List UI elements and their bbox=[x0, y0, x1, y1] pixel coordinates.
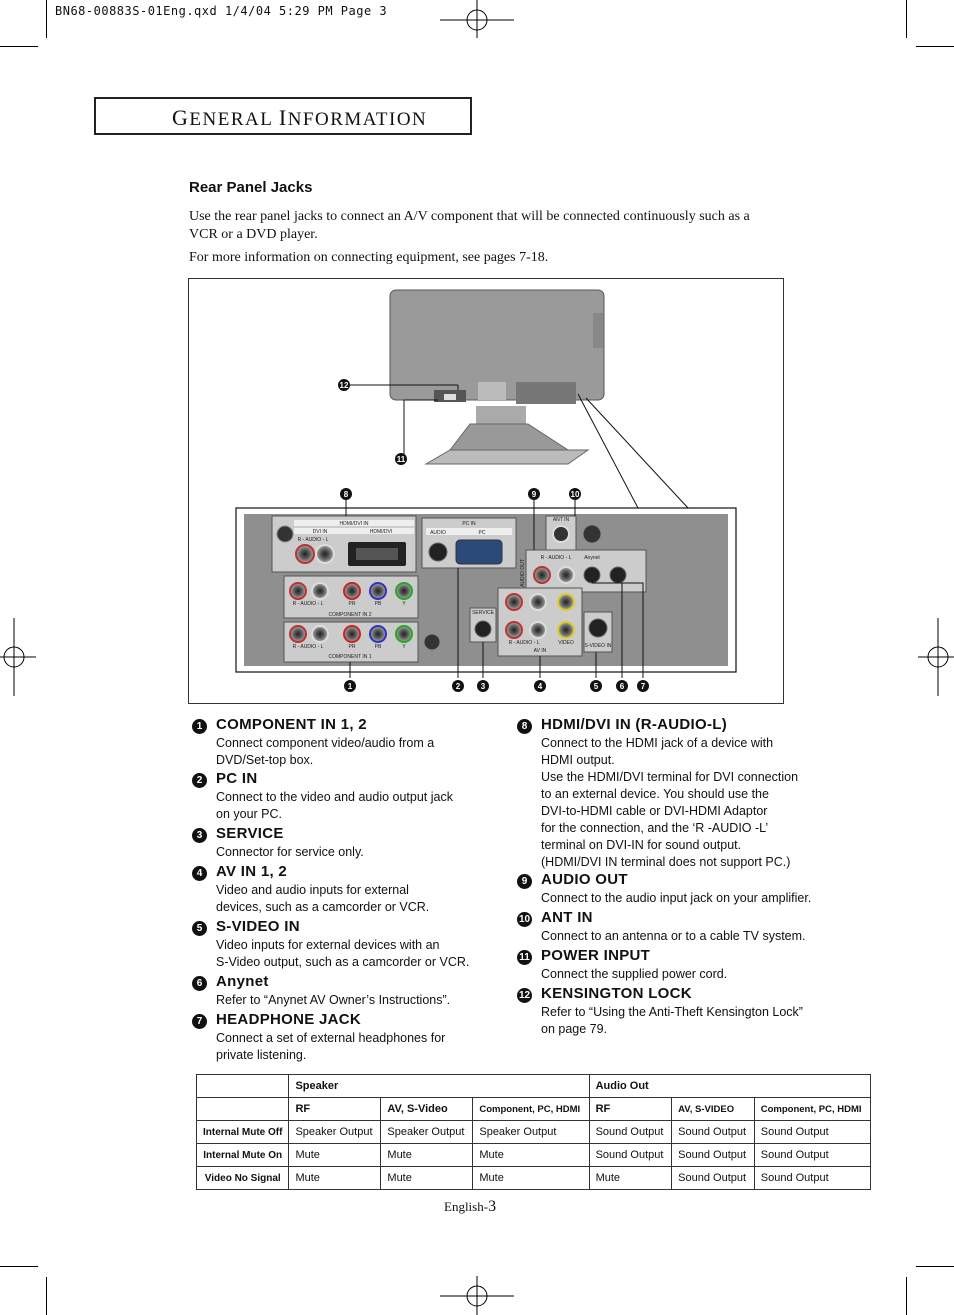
item-title: AV IN 1, 2 bbox=[216, 863, 288, 880]
sub-header: Component, PC, HDMI bbox=[473, 1098, 589, 1121]
page-footer: English-3 bbox=[444, 1198, 497, 1215]
label-comp2-pb: PB bbox=[374, 601, 382, 607]
label-pc-audio: AUDIO bbox=[430, 530, 446, 536]
label-ant-in: ANT IN bbox=[552, 517, 570, 523]
row-header: Internal Mute On bbox=[197, 1144, 289, 1167]
item-description: Refer to “Anynet AV Owner’s Instructions”. bbox=[216, 993, 451, 1007]
label-comp2-y: Y bbox=[402, 601, 406, 607]
svg-text:5: 5 bbox=[593, 682, 599, 691]
item-description: Video inputs for external devices with an S-Video output, such as a camcorder or VCR. bbox=[216, 938, 470, 969]
table-cell: Sound Output bbox=[754, 1121, 870, 1144]
item-title: AUDIO OUT bbox=[541, 871, 628, 888]
item-description: Video and audio inputs for external devices, such as a camcorder or VCR. bbox=[216, 883, 430, 914]
label-comp1-audio: R - AUDIO - L bbox=[292, 644, 324, 650]
item-title: POWER INPUT bbox=[541, 947, 651, 964]
number-badge: 2 bbox=[192, 773, 207, 788]
item-title: Anynet bbox=[216, 973, 269, 990]
item-description: Connect to the audio input jack on your amplifier. bbox=[541, 891, 812, 905]
svg-text:8: 8 bbox=[343, 490, 349, 499]
table-row bbox=[197, 1167, 871, 1190]
label-audio-out-rl: R - AUDIO - L bbox=[540, 555, 572, 561]
sub-header: RF bbox=[589, 1098, 672, 1121]
item-description: Connect component video/audio from a DVD/Set-top box. bbox=[216, 736, 435, 767]
table-cell: Sound Output bbox=[672, 1167, 755, 1190]
number-badge: 10 bbox=[518, 914, 531, 925]
table-cell: Sound Output bbox=[672, 1144, 755, 1167]
callout-1 bbox=[344, 680, 356, 692]
item-description: Connect the supplied power cord. bbox=[541, 967, 728, 981]
label-comp1-pr: PR bbox=[348, 644, 356, 650]
number-badge: 5 bbox=[192, 921, 207, 936]
table-cell: Mute bbox=[473, 1167, 589, 1190]
table-cell: Sound Output bbox=[754, 1144, 870, 1167]
callout-3 bbox=[477, 680, 489, 692]
label-comp2-audio: R - AUDIO - L bbox=[292, 601, 324, 607]
label-dvi-in: DVI IN bbox=[312, 529, 328, 535]
callout-11 bbox=[395, 453, 407, 465]
label-comp1-y: Y bbox=[402, 644, 406, 650]
item-title: KENSINGTON LOCK bbox=[541, 985, 692, 1002]
item-description: Connector for service only. bbox=[216, 845, 364, 859]
label-av-in: AV IN bbox=[533, 648, 547, 654]
table-sub-header-row bbox=[197, 1098, 871, 1121]
label-comp2-pr: PR bbox=[348, 601, 356, 607]
table-corner-cell bbox=[197, 1075, 289, 1098]
number-badge: 3 bbox=[192, 828, 207, 843]
table-cell: Mute bbox=[473, 1144, 589, 1167]
svg-text:7: 7 bbox=[640, 682, 646, 691]
item-title: ANT IN bbox=[541, 909, 593, 926]
callout-7 bbox=[637, 680, 649, 692]
label-hdmi-audio: R - AUDIO - L bbox=[297, 537, 329, 543]
rear-panel-illustration bbox=[188, 278, 784, 704]
callout-9 bbox=[528, 488, 540, 500]
label-pc: PC bbox=[478, 530, 486, 536]
sub-header: AV, S-VIDEO bbox=[672, 1098, 755, 1121]
table-cell: Speaker Output bbox=[381, 1121, 473, 1144]
table-group-header-row bbox=[197, 1075, 871, 1098]
table-cell: Mute bbox=[289, 1144, 381, 1167]
group-header-speaker: Speaker bbox=[289, 1075, 589, 1098]
item-description: Refer to “Using the Anti-Theft Kensington Lock” on page 79. bbox=[541, 1005, 803, 1036]
table-cell: Sound Output bbox=[589, 1121, 672, 1144]
label-s-video-in: S-VIDEO IN bbox=[584, 643, 612, 649]
table-cell: Sound Output bbox=[589, 1144, 672, 1167]
number-badge: 4 bbox=[192, 866, 207, 881]
item-description: Connect to the HDMI jack of a device with HDMI output. Use the HDMI/DVI terminal for DVI connection to an external device. You should use the DVI-to-HDMI cable or DVI-HDMI Adaptor for the connection, and the ‘R -AUDIO -L’ terminal on DVI-IN for sound output. (HDMI/DVI IN terminal does not support PC.) bbox=[541, 736, 799, 869]
table-row bbox=[197, 1144, 871, 1167]
item-title: HDMI/DVI IN (R-AUDIO-L) bbox=[541, 716, 728, 733]
table-cell: Speaker Output bbox=[473, 1121, 589, 1144]
reference-paragraph: For more information on connecting equipment, see pages 7-18. bbox=[189, 250, 549, 265]
item-title: PC IN bbox=[216, 770, 258, 787]
number-badge: 7 bbox=[192, 1014, 207, 1029]
item-title: S-VIDEO IN bbox=[216, 918, 300, 935]
row-header: Video No Signal bbox=[197, 1167, 289, 1190]
item-title: SERVICE bbox=[216, 825, 284, 842]
svg-text:4: 4 bbox=[537, 682, 543, 691]
svg-text:10: 10 bbox=[570, 490, 580, 499]
label-av-video: VIDEO bbox=[558, 640, 574, 646]
sub-header: RF bbox=[289, 1098, 381, 1121]
item-description: Connect to an antenna or to a cable TV system. bbox=[541, 929, 806, 943]
svg-text:12: 12 bbox=[339, 381, 349, 390]
table-row bbox=[197, 1121, 871, 1144]
label-audio-out: AUDIO OUT bbox=[520, 559, 526, 587]
table-cell: Sound Output bbox=[754, 1167, 870, 1190]
row-header: Internal Mute Off bbox=[197, 1121, 289, 1144]
label-hdmi-dvi: HDMI/DVI bbox=[369, 529, 393, 535]
item-title: HEADPHONE JACK bbox=[216, 1011, 362, 1028]
audio-mute-table bbox=[196, 1074, 871, 1190]
table-cell: Mute bbox=[381, 1167, 473, 1190]
sub-header: Component, PC, HDMI bbox=[754, 1098, 870, 1121]
number-badge: 1 bbox=[192, 719, 207, 734]
print-header: BN68-00883S-01Eng.qxd 1/4/04 5:29 PM Page 3 bbox=[55, 4, 388, 18]
callout-10 bbox=[569, 488, 581, 500]
svg-text:1: 1 bbox=[347, 682, 353, 691]
label-av-in-audio: R - AUDIO - L bbox=[508, 640, 540, 646]
label-service: SERVICE bbox=[472, 610, 494, 616]
callout-8 bbox=[340, 488, 352, 500]
number-badge: 11 bbox=[517, 950, 532, 965]
table-cell: Sound Output bbox=[672, 1121, 755, 1144]
number-badge: 9 bbox=[517, 874, 532, 889]
svg-text:6: 6 bbox=[619, 682, 625, 691]
label-component-in-1: COMPONENT IN 1 bbox=[328, 654, 372, 660]
table-cell: Mute bbox=[381, 1144, 473, 1167]
label-pc-in: PC IN bbox=[462, 521, 476, 527]
svg-text:9: 9 bbox=[531, 490, 537, 499]
callout-2 bbox=[452, 680, 464, 692]
group-header-audio-out: Audio Out bbox=[589, 1075, 870, 1098]
table-cell: Mute bbox=[589, 1167, 672, 1190]
svg-text:11: 11 bbox=[396, 455, 406, 464]
intro-paragraph: Use the rear panel jacks to connect an A/V component that will be connected continuously such as a VCR or a DVD player. bbox=[189, 209, 750, 242]
section-heading: Rear Panel Jacks bbox=[189, 179, 313, 196]
callout-6 bbox=[616, 680, 628, 692]
label-hdmi-dvi-in: HDMI/DVI IN bbox=[339, 521, 369, 527]
label-component-in-2: COMPONENT IN 2 bbox=[328, 612, 372, 618]
table-corner-cell bbox=[197, 1098, 289, 1121]
number-badge: 6 bbox=[192, 976, 207, 991]
table-cell: Speaker Output bbox=[289, 1121, 381, 1144]
label-comp1-pb: PB bbox=[374, 644, 382, 650]
tv-rear-view bbox=[390, 290, 604, 464]
item-description: Connect to the video and audio output jack on your PC. bbox=[216, 790, 453, 821]
label-anynet: Anynet bbox=[584, 555, 600, 561]
number-badge: 12 bbox=[518, 990, 531, 1001]
sub-header: AV, S-Video bbox=[381, 1098, 473, 1121]
callout-5 bbox=[590, 680, 602, 692]
table-cell: Mute bbox=[289, 1167, 381, 1190]
item-description: Connect a set of external headphones for private listening. bbox=[216, 1031, 446, 1062]
svg-text:2: 2 bbox=[455, 682, 461, 691]
callout-4 bbox=[534, 680, 546, 692]
callout-12 bbox=[338, 379, 350, 391]
item-title: COMPONENT IN 1, 2 bbox=[216, 716, 367, 733]
number-badge: 8 bbox=[517, 719, 532, 734]
svg-text:3: 3 bbox=[480, 682, 486, 691]
section-title: GENERAL INFORMATION bbox=[172, 105, 428, 130]
